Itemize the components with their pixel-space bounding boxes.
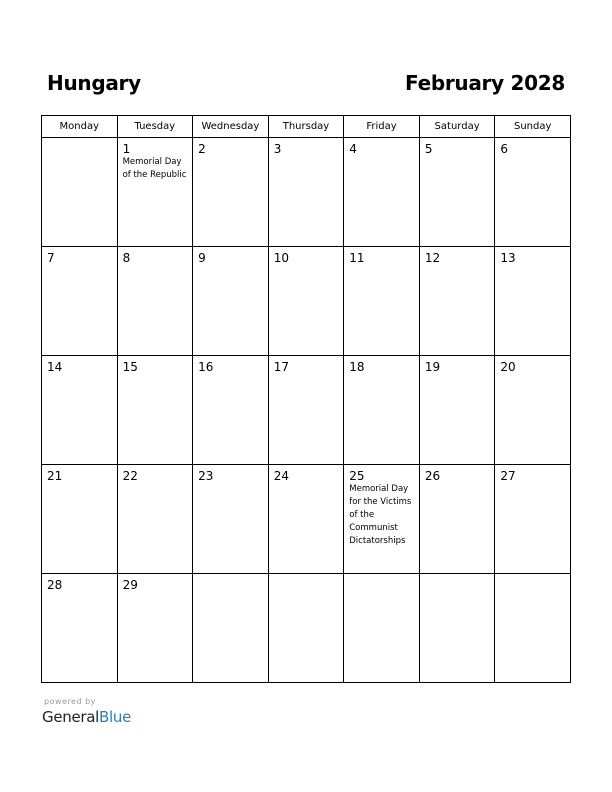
day-cell [42, 574, 118, 683]
day-cell [117, 247, 193, 356]
day-cell [42, 465, 118, 574]
day-cell [193, 356, 269, 465]
holiday-label: Memorial Day of the Republic [122, 157, 187, 180]
weekday-header: Monday [42, 116, 118, 138]
week-row [42, 356, 571, 465]
day-cell [344, 465, 420, 574]
day-cell [117, 574, 193, 683]
brand-blue-text: Blue [99, 708, 132, 726]
day-cell [117, 138, 193, 247]
day-cell [495, 574, 571, 683]
week-row [42, 574, 571, 683]
day-number: 12 [424, 251, 441, 265]
day-cell [344, 138, 420, 247]
day-cell [495, 465, 571, 574]
week-row [42, 247, 571, 356]
day-number: 18 [349, 360, 365, 374]
day-number: 14 [47, 360, 63, 374]
day-number: 6 [500, 142, 509, 156]
day-cell [419, 465, 495, 574]
day-cell [419, 247, 495, 356]
month-title: February 2028 [405, 71, 565, 95]
day-cell [419, 138, 495, 247]
day-cell [193, 247, 269, 356]
day-number: 16 [198, 360, 214, 374]
powered-by-text: powered by [44, 697, 96, 706]
day-cell [268, 356, 344, 465]
weekday-header-row [42, 116, 571, 138]
day-cell [419, 574, 495, 683]
country-title: Hungary [47, 71, 141, 95]
day-number: 22 [122, 469, 138, 483]
day-cell [42, 356, 118, 465]
weekday-header: Tuesday [117, 116, 193, 138]
day-cell [193, 138, 269, 247]
day-number: 5 [424, 142, 433, 156]
day-number: 2 [198, 142, 206, 156]
day-number: 3 [273, 142, 282, 156]
day-number: 20 [500, 360, 516, 374]
day-number: 17 [273, 360, 289, 374]
day-number: 8 [122, 251, 131, 265]
holiday-label: Memorial Day for the Victims of the Communist Dictatorships [349, 484, 412, 546]
day-number: 10 [273, 251, 289, 265]
day-number: 13 [500, 251, 516, 265]
day-cell [495, 138, 571, 247]
weekday-header: Saturday [419, 116, 495, 138]
day-number: 1 [122, 142, 131, 156]
day-number: 15 [122, 360, 138, 374]
generalblue-logo[interactable] [42, 708, 131, 726]
day-cell [193, 465, 269, 574]
weekday-header: Thursday [268, 116, 344, 138]
calendar-grid [41, 115, 571, 683]
weekday-header: Wednesday [193, 116, 269, 138]
day-cell [193, 574, 269, 683]
week-row [42, 465, 571, 574]
day-number: 27 [500, 469, 516, 483]
day-number: 25 [349, 469, 365, 483]
day-cell [42, 138, 118, 247]
day-number: 11 [349, 251, 365, 265]
day-number: 9 [198, 251, 206, 265]
day-number: 24 [273, 469, 289, 483]
day-cell [268, 138, 344, 247]
week-row [42, 138, 571, 247]
day-number: 21 [47, 469, 63, 483]
day-number: 7 [47, 251, 55, 265]
day-cell [268, 574, 344, 683]
day-cell [268, 465, 344, 574]
day-cell [117, 356, 193, 465]
day-number: 23 [198, 469, 214, 483]
day-number: 26 [424, 469, 441, 483]
day-number: 19 [424, 360, 441, 374]
day-cell [495, 356, 571, 465]
day-cell [344, 356, 420, 465]
day-cell [268, 247, 344, 356]
day-number: 28 [47, 578, 63, 592]
day-number: 29 [122, 578, 138, 592]
day-cell [344, 574, 420, 683]
day-cell [419, 356, 495, 465]
day-cell [117, 465, 193, 574]
day-cell [42, 247, 118, 356]
weekday-header: Friday [344, 116, 420, 138]
day-cell [344, 247, 420, 356]
day-number: 4 [349, 142, 357, 156]
day-cell [495, 247, 571, 356]
weekday-header: Sunday [495, 116, 571, 138]
brand-general-text: General [42, 708, 100, 726]
